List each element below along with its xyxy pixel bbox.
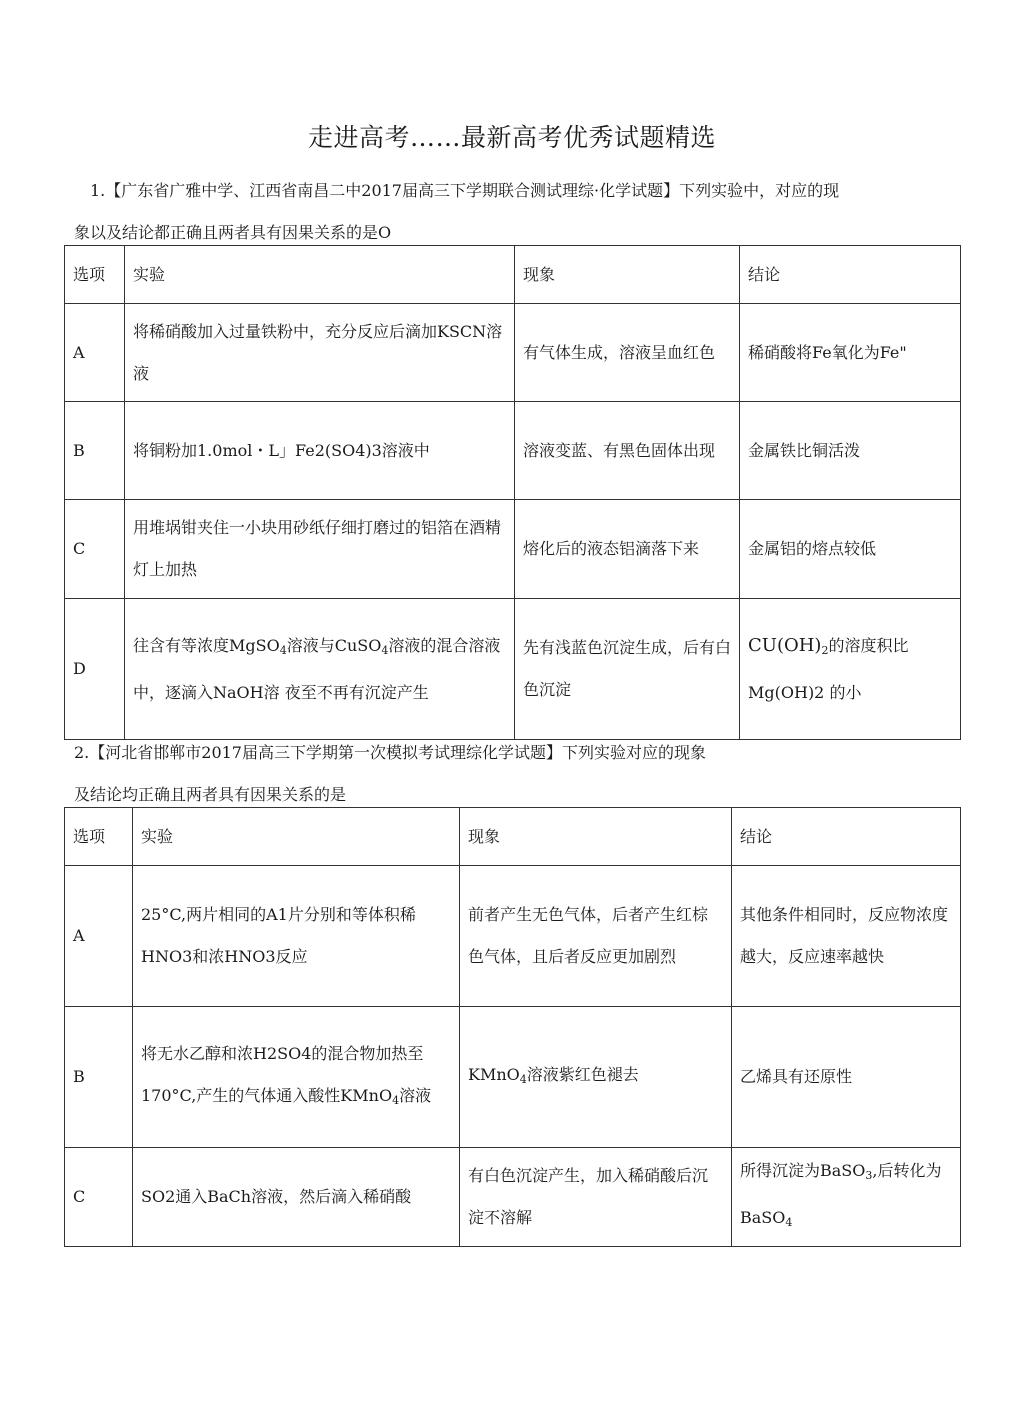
table-row [65,1148,961,1247]
row-option: B [65,402,125,500]
question-1-intro-line2: 象以及结论都正确且两者具有因果关系的是O [74,223,392,242]
header-experiment: 实验 [125,246,515,304]
header-option: 选项 [65,246,125,304]
row-experiment: 将铜粉加1.0mol・L」Fe2(SO4)3溶液中 [125,402,515,500]
question-2-table [64,807,961,1247]
row-option: D [65,599,125,740]
header-experiment: 实验 [133,808,460,866]
table-row [65,1007,961,1148]
question-2-intro-line2: 及结论均正确且两者具有因果关系的是 [74,785,347,804]
question-1-table [64,245,961,740]
row-conclusion: 乙烯具有还原性 [732,1007,961,1148]
row-phenomenon: 熔化后的液态铝滴落下来 [515,500,740,599]
header-phenomenon: 现象 [515,246,740,304]
table-row [65,304,961,402]
row-phenomenon: 有白色沉淀产生，加入稀硝酸后沉淀不溶解 [460,1148,732,1247]
table-header-row [65,808,961,866]
table-row [65,402,961,500]
row-option: A [65,304,125,402]
row-conclusion: 金属铁比铜活泼 [740,402,961,500]
row-experiment: 将无水乙醇和浓H2SO4的混合物加热至170°C,产生的气体通入酸性KMnO$_4$溶液 [133,1007,460,1148]
question-1-intro-line1: 1.【广东省广雅中学、江西省南昌二中2017届高三下学期联合测试理综·化学试题】下列实验中，对应的现 [90,181,840,200]
row-experiment: 往含有等浓度MgSO$_4$溶液与CuSO$_4$溶液的混合溶液中，逐滴入NaOH溶 夜至不再有沉淀产生 [125,599,515,740]
row-conclusion: 其他条件相同时，反应物浓度越大，反应速率越快 [732,866,961,1007]
table-row [65,599,961,740]
row-experiment: 用堆埚钳夹住一小块用砂纸仔细打磨过的铝箔在酒精灯上加热 [125,500,515,599]
row-conclusion: 金属铝的熔点较低 [740,500,961,599]
row-phenomenon: 溶液变蓝、有黑色固体出现 [515,402,740,500]
row-experiment: 将稀硝酸加入过量铁粉中，充分反应后滴加KSCN溶液 [125,304,515,402]
header-option: 选项 [65,808,133,866]
row-option: C [65,1148,133,1247]
page-title: 走进高考……最新高考优秀试题精选 [307,123,716,152]
row-experiment: 25°C,两片相同的A1片分别和等体积稀HNO3和浓HNO3反应 [133,866,460,1007]
header-phenomenon: 现象 [460,808,732,866]
table-row [65,500,961,599]
row-phenomenon: 先有浅蓝色沉淀生成，后有白色沉淀 [515,599,740,740]
table-row [65,866,961,1007]
header-conclusion: 结论 [732,808,961,866]
row-option: B [65,1007,133,1148]
row-phenomenon: KMnO$_4$溶液紫红色褪去 [460,1007,732,1148]
header-conclusion: 结论 [740,246,961,304]
table-header-row [65,246,961,304]
row-option: A [65,866,133,1007]
row-option: C [65,500,125,599]
row-phenomenon: 有气体生成，溶液呈血红色 [515,304,740,402]
row-conclusion: 稀硝酸将Fe氧化为Fe" [740,304,961,402]
row-phenomenon: 前者产生无色气体，后者产生红棕色气体，且后者反应更加剧烈 [460,866,732,1007]
question-2-intro-line1: 2.【河北省邯郸市2017届高三下学期第一次模拟考试理综化学试题】下列实验对应的现象 [74,743,706,762]
row-conclusion: 所得沉淀为BaSO$_3$,后转化为BaSO$_4$ [732,1148,961,1247]
row-experiment: SO2通入BaCh溶液，然后滴入稀硝酸 [133,1148,460,1247]
row-conclusion: $CU(OH)_2$的溶度积比 Mg(OH)2 的小 [740,599,961,740]
